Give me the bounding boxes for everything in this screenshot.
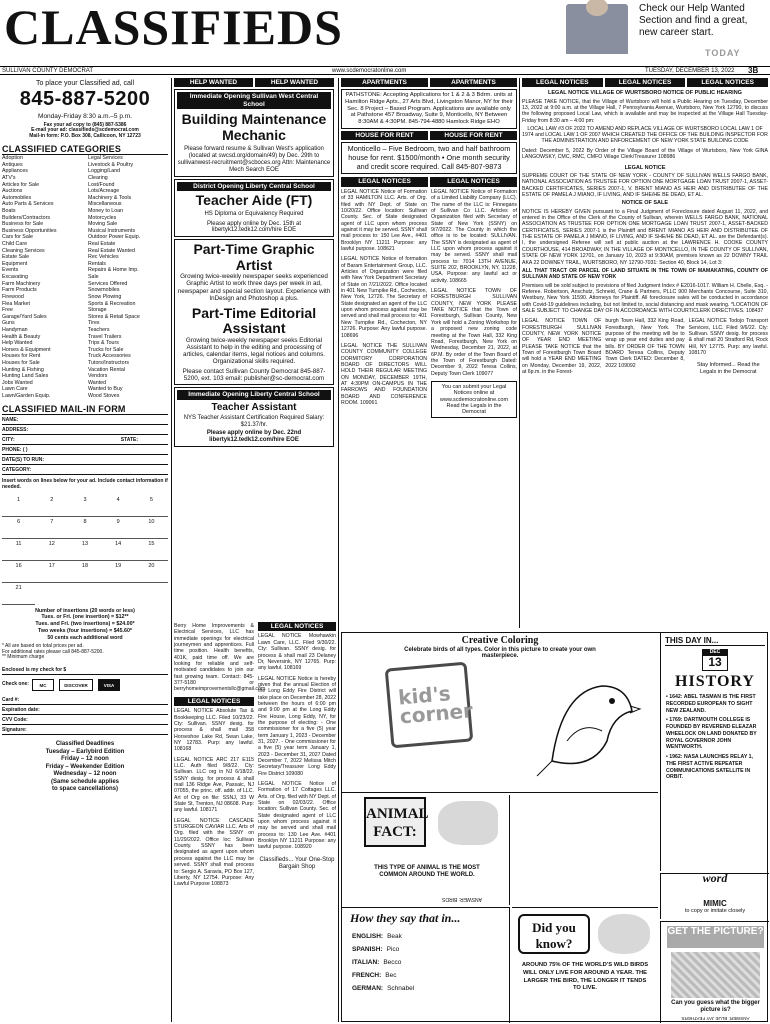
did-you-know-title: Did you know? <box>518 914 590 954</box>
today-label: TODAY <box>705 48 741 58</box>
category-item: Cars for Sale <box>2 234 33 241</box>
category-item: Snow Plowing <box>88 293 122 300</box>
coloring-subtitle: Celebrate birds of all types. Color in this picture to create your own masterpiece. <box>404 646 596 660</box>
ad-apply: Please apply online by Dec. 15th at libertyk12.tedk12.com/hire EOE <box>206 220 302 234</box>
legal-signature: Dated: December 5, 2022 By Order of the Village Board of the Village of Wurtsboro, New York GINA LANGOWSKY, CMC, RMC, CMFO Village Clerk/Treasurer 108986 <box>522 148 768 161</box>
legal-notice: LEGAL NOTICE TOWN OF FORESTBURGH SULLIVAN COUNTY, NEW YORK NOTICE OF YEAR END MEETING PLEASE TAKE NOTICE that the Town of Forestburgh Town Board will hold a YEAR END MEETING on Monday, December 19, 2022, at 6p.m. in the Forest- <box>522 318 602 375</box>
deadline-line: Tuesday – Earlybird Edition <box>45 748 125 755</box>
language-row <box>352 956 499 969</box>
category-item: Lawn/Garden Equip. <box>2 393 51 400</box>
legal-notice: LEGAL NOTICE THE SULLIVAN COUNTY COMMUNITY COLLEGE DORMITORY CORPORATION BOARD OF DIRECTORS WILL HOLD THEIR REGULAR MEETING ON MONDAY, DECEMBER 19TH, AT 4:30PM ON-CAMPUS IN THE FARROWS AND FOUNDATION BOARD AND CONFERENCE ROOM. 109061 <box>341 342 427 406</box>
legal-notice: SUPREME COURT OF THE STATE OF NEW YORK - COUNTY OF SULLIVAN WELLS FARGO BANK, NATIONAL ASSOCIATION AS TRUSTEE FOR OPTION ONE MORTGAGE LOAN TRUST 2007-1, ASSET-BACKED CERTIFICATES, SERIES 2007-1, V. BRENT MIANO AS HEIR AND DISTRIBUTEE OF THE ESTATE OF PAMELA J MIANO, IF LIVING, AND IF SHE/HE BE DEAD, ET AL. <box>522 173 768 199</box>
language-word: Bec <box>385 971 397 979</box>
form-city-field[interactable]: CITY: <box>2 437 15 443</box>
page-number: 3B <box>748 66 759 75</box>
coloring-section <box>342 633 658 793</box>
word-line[interactable]: 16 <box>2 561 35 583</box>
language-name: ENGLISH: <box>352 932 384 940</box>
expiration-field[interactable]: Expiration date: <box>2 705 168 715</box>
category-item: Houses for Rent <box>2 353 41 360</box>
newspaper-name: SULLIVAN COUNTY DEMOCRAT <box>2 68 94 74</box>
category-item: Travel Trailers <box>88 333 122 340</box>
category-item: Storage <box>88 307 107 314</box>
category-item: Automobiles <box>2 194 32 201</box>
feather-picture <box>671 952 760 998</box>
category-item: Equipment <box>2 260 28 267</box>
legal-title: NOTICE OF SALE <box>621 200 669 207</box>
category-item: Rec Vehicles <box>88 254 119 261</box>
category-item: Houses for Sale <box>2 360 40 366</box>
category-item: Farm Products <box>2 287 37 294</box>
category-item: Farm Machinery <box>2 280 41 287</box>
category-item: Real Estate Wanted <box>88 247 135 254</box>
footnote-1: * All are based on total prices per ad. <box>2 642 84 649</box>
legal-notice: LEGAL NOTICE TOWN OF FORESTBURGH SULLIVAN COUNTY, NEW YORK PLEASE TAKE NOTICE that the Town of Forestburgh, Sullivan County, New York will hold a Zoning Workshop for a proposed new zoning code meeting at the Town Hall, 332 King Road, Forestburgh, New York on Wednesday, December 21, 2022, at 6P.M. By order of the Town Board of the Town of Forestburgh Dated: December 9, 2022 Teresa Collins, Deputy Town Clerk 109077 <box>431 288 517 377</box>
section-header: LEGAL NOTICES <box>258 622 336 631</box>
category-item: Auctions <box>2 188 23 195</box>
did-you-know-text: AROUND 75% OF THE WORLD'S WILD BIRDS WILL ONLY LIVE FOR AROUND A YEAR. THE LARGER THE BIRD, THE LONGER IT TENDS TO LIVE. <box>521 962 649 992</box>
category-item: Business for Sale <box>2 221 44 228</box>
issue-date: TUESDAY, DECEMBER 13, 2022 <box>645 68 735 74</box>
word-line[interactable]: 12 <box>35 539 68 561</box>
language-name: ITALIAN: <box>352 958 380 966</box>
column-help-wanted <box>174 78 334 618</box>
legal-title: LEGAL NOTICE VILLAGE OF WURTSBORO NOTICE OF PUBLIC HEARING <box>548 90 742 97</box>
calendar-icon <box>702 649 728 671</box>
form-state-field[interactable]: STATE: <box>120 437 138 443</box>
word-line[interactable]: 20 <box>135 561 168 583</box>
deadline-line: to space cancellations) <box>51 786 119 793</box>
legals-header <box>341 177 517 186</box>
call-intro: To place your Classified ad, call <box>35 80 135 87</box>
word-line[interactable]: 6 <box>2 517 35 539</box>
category-item: Handyman <box>2 326 28 333</box>
section-header: LEGAL NOTICES <box>687 78 768 87</box>
deadline-line: Friday – Weekender Edition <box>45 763 125 770</box>
website-link[interactable]: www.scdemocratonline.com <box>332 68 407 74</box>
legal-notice: LEGAL NOTICE Notice of Formation of a Limited Liability Company (LLC). The name of the LLC is: Finnegans of Sullivan Co LLC. Articles of Organization filed with Secretary of State of New York (SSNY) on 9/7/2022. The County in which the office is to be located: SULLIVAN. The SSNY is designated as agent of LLC upon whom process against it may be served. SSNY shall mail process to: 7014 13TH AVENUE, SUITE 202, BROOKLYN, NY, 11228, USA. Purpose: any lawful act or activity. 108665 <box>431 188 517 284</box>
form-city-state-row[interactable] <box>2 435 168 445</box>
kids-corner-label: kid's corner <box>397 681 474 729</box>
category-item: Garage/Yard Sales <box>2 313 47 320</box>
ad-title: Part-Time Graphic Artist <box>193 241 315 273</box>
category-item: Wanted <box>88 379 107 386</box>
ad-berry-home[interactable]: Berry Home Improvements & Electrical Services, LLC has immediate openings for electrical journeymen and apprentices. Full time position. Health benefits, 401K, paid time off. We are looking for reliable and self-motivated candidates to join our fast growing team. Contact: 845-377-5180 or berryhomeimprovementsllc@gmail.com. <box>174 623 267 693</box>
ad-graphic-artist[interactable] <box>174 239 334 385</box>
ad-maintenance-mechanic[interactable] <box>174 89 334 176</box>
ad-title: Building Maintenance Mechanic <box>181 111 327 143</box>
language-name: GERMAN: <box>352 984 384 992</box>
category-item: Money to Loan <box>88 207 124 214</box>
category-item: Events <box>2 267 19 274</box>
legals-header <box>522 78 768 87</box>
category-item: Sale <box>88 274 99 281</box>
language-row <box>352 930 499 943</box>
category-item: Auto Parts & Services <box>2 201 54 208</box>
word-line[interactable]: 4 <box>102 495 135 517</box>
category-item: Wood Stoves <box>88 393 120 400</box>
category-item: Health & Beauty <box>2 333 41 340</box>
category-item: Repairs & Home Imp. <box>88 267 139 274</box>
get-picture-answer: ANSWER: BLUE JAY FEATHERS <box>681 1016 750 1022</box>
ad-pathstone[interactable]: PATHSTONE: Accepting Applications for 1 & 2 & 3 Bdrm. units at Hamilton Ridge Apts., 27 Arts Blvd, Livingston Manor, NY for their Sec. 8 Project – Based Program. Applications are available only at Pathstone 457 Broadway, Suite 9, Monticello, NY Between 8:30AM & 4:30PM. 845-794-4880 Hamlock Ridge EHO <box>341 89 517 128</box>
category-item: Estate Sale <box>2 254 30 261</box>
section-header: LEGAL NOTICES <box>430 177 517 186</box>
mail-info: Mail-in form: P.O. Box 308, Callicoon, NY 12723 <box>29 133 141 140</box>
this-day-history <box>660 633 769 871</box>
word-line[interactable]: 2 <box>35 495 68 517</box>
footnotes <box>2 644 168 661</box>
section-header: LEGAL NOTICES <box>174 697 254 706</box>
language-row <box>352 943 499 956</box>
discover-icon[interactable]: DISCOVER <box>59 679 93 691</box>
category-item: Lost/Found <box>88 181 115 188</box>
word-line[interactable]: 17 <box>35 561 68 583</box>
ad-teacher-aide[interactable] <box>174 179 334 238</box>
word-line[interactable]: 10 <box>135 517 168 539</box>
category-item: Services Offered <box>88 280 128 287</box>
section-header: APARTMENTS <box>341 78 428 87</box>
language-name: FRENCH: <box>352 971 382 979</box>
online-legals-promo[interactable]: You can submit your Legal Notices online at www.scdemocratonline.com Read the Legals in the Democrat <box>431 381 517 419</box>
ad-teacher-assistant[interactable] <box>174 387 334 447</box>
category-item: Legal Services <box>88 155 123 162</box>
apartments-header <box>341 78 517 87</box>
pricing-two: Tues. and Fri. (two insertions) = $24.00* <box>35 621 135 628</box>
word-line[interactable]: 7 <box>35 517 68 539</box>
bargain-shop: Classifieds... Your One-Stop Bargain Shop <box>259 856 335 870</box>
category-item: Vacation Rental <box>88 366 126 373</box>
did-you-know <box>512 907 658 1023</box>
legal-notice: LEGAL NOTICE Absolute Tax & Bookkeeping LLC. Filed 10/23/22. Cty: Sullivan. SSNY desig. for process & shall mail 358 Horseshoe Lake Rd, Swan Lake, NY 12783. Purp: any lawful. 108168 <box>174 708 254 753</box>
animal-fact-answer: ANSWER: BIRDS <box>442 895 483 902</box>
category-item: Boats <box>2 207 16 214</box>
category-item: Machinery & Tools <box>88 194 132 201</box>
category-item: Snowmobiles <box>88 287 120 294</box>
column-help-legals <box>174 622 267 1022</box>
section-header: LEGAL NOTICES <box>522 78 603 87</box>
language-name: SPANISH: <box>352 945 383 953</box>
how-they-say-title: How they say that in... <box>350 911 461 925</box>
legal-notice: LEGAL NOTICE ARC 217 E115 LLC. Auth filed 9/8/22. Cty: Sullivan. LLC org in NJ 6/18/22. SSNY desig. for process & shall mail 136 Ridge Ave, Passaic, NJ 07055, the princ. off. addr. of LLC. Art of Org on file: SSNJ, 33 W State St, Trenton, NJ 08608. Purp: any lawful. 108171 <box>174 756 254 814</box>
category-item: Lots/Acreage <box>88 188 120 195</box>
category-item: ATV's <box>2 174 16 181</box>
legal-notice: Premises will be sold subject to provisions of filed Judgment Index # E2016-1017. William H. Chelle, Esq. - Referee. Robertson, Anschutz, Schneid, Crane & Partners, PLLC 900 Merchants Concourse, Suite 310, Westbury, New York 11590. Attorneys for Plaintiff. All foreclosure sales will be conducted in accordance with Covid-19 guidelines including, but not limited to, social distancing and mask wearing. *LOCATION OF SALE SUBJECT TO CHANGE DAY OF IN ACCORDANCE WITH COURT/CLERK DIRECTIVES. 108437 <box>522 282 768 314</box>
column-rentals <box>341 78 517 628</box>
word-line[interactable]: 3 <box>68 495 101 517</box>
legal-notice: LEGAL NOTICE Notice of Formation of 17 Cottages LLC. Arts. of Org. filed with NY Dept. of State on 02/03/22. Office location: Sullivan County. Sec. of State designated agent of LLC upon whom process against it may be served and shall mail process to: 130 Lee Ave. #401 Brooklyn NY 11211 Purpose: any lawful purpose. 108920 <box>258 781 336 851</box>
pricing <box>2 608 168 642</box>
mimic-definition-text: to copy or imitate closely <box>684 908 746 915</box>
word-line[interactable]: 18 <box>68 561 101 583</box>
word-line[interactable]: 13 <box>68 539 101 561</box>
language-row <box>352 982 499 995</box>
category-item: Musical Instruments <box>88 227 136 234</box>
get-picture-question: Can you guess what the bigger picture is? <box>671 1000 760 1013</box>
signature-field[interactable]: Signature: <box>2 725 168 735</box>
mail-in-form-title: CLASSIFIED MAIL-IN FORM <box>2 404 168 415</box>
column-legal-notices <box>522 78 768 628</box>
legal-notice: LEGAL NOTICE Mowhawkin Lawn Care, LLC. Filed 9/30/22. Cty: Sullivan. SSNY desig. for process & shall mail 23 Delaney Dr, Neversink, NY 12765. Purp: any lawful. 108169 <box>258 633 336 672</box>
ad-body: HS Diploma or Equivalency Required <box>204 210 304 217</box>
category-item: Hunting Land Sales <box>2 373 49 380</box>
category-item: Jobs Wanted <box>2 379 33 386</box>
pricing-title: Number of insertions (20 words or less) <box>35 607 135 614</box>
legal-notice: LEGAL NOTICE Notice is hereby given that the annual Election of the Long Eddy Fire District will take place on December 28, 2022 between the hours of 6:00 pm and 9:00 pm at the Long Eddy Fire House, Long Eddy, NY, for the purpose of electing: - One commissioner for a five (5) year term January 1, 2023 - December 31, 2027. - One commissioner for a five (5) year term January 1, 2023 - December 31, 2027 Dated December 7, 2022 Melissa Mitch Secretary/Treasurer Long Eddy Fire District 109080 <box>258 675 336 777</box>
category-item: Logging/Land <box>88 168 121 175</box>
animal-fact <box>342 795 510 905</box>
ad-apply: Please apply online by Dec. 22nd libertyk12.tedk12.com/hire EOE <box>206 430 302 444</box>
legal-parcel: ALL THAT TRACT OR PARCEL OF LAND SITUATE IN THE TOWN OF MAMAKATING, COUNTY OF SULLIVAN AND STATE OF NEW YORK <box>522 267 768 281</box>
category-item: Moving Sale <box>88 221 118 228</box>
language-word: Beak <box>387 932 402 940</box>
category-item: Sports & Recreation <box>88 300 136 307</box>
category-item: Truck Accessories <box>88 353 131 360</box>
tagline: Check our Help Wanted Section and find a great, new career start. <box>639 3 748 38</box>
category-item: Tutors/Instructors <box>88 360 130 366</box>
category-item: Flea Market <box>2 300 30 307</box>
category-item: Excavating <box>2 274 28 281</box>
language-row <box>352 969 499 982</box>
ad-banner: Immediate Opening Sullivan West Central School <box>177 92 331 109</box>
phone-number[interactable]: 845-887-5200 <box>19 88 151 111</box>
category-item: Help Wanted <box>2 340 33 347</box>
history-items <box>661 694 769 781</box>
ad-body: Growing twice-weekly newspaper seeks Editorial Assistant to help in the editing and processing of articles, calendar items, legal notices and columns. Organizational skills required. <box>182 336 326 366</box>
history-item: • 1769: DARTMOUTH COLLEGE IS FOUNDED BY REVEREND ELEAZAR WHEELOCK ON LAND DONATED BY ROYAL GOVERNOR JOHN WENTWORTH. <box>666 717 757 751</box>
bird-icon <box>598 914 650 954</box>
section-header: APARTMENTS <box>430 78 517 87</box>
category-item: Lawn Care <box>2 386 28 393</box>
check-one-label: Check one: <box>2 681 29 688</box>
category-item: Horses & Equipment <box>2 346 51 353</box>
language-word: Pico <box>386 945 400 953</box>
categories-title: CLASSIFIED CATEGORIES <box>2 144 168 155</box>
form-category-field[interactable]: CATEGORY: <box>2 465 168 475</box>
legal-title: LEGAL NOTICE <box>624 164 666 171</box>
category-item: Real Estate <box>88 241 116 248</box>
deadline-line: (Same schedule applies <box>50 778 120 785</box>
word-line[interactable]: 1 <box>2 495 35 517</box>
language-word: Schnabel <box>387 984 415 992</box>
category-item: Outdoor Power Equip. <box>88 234 141 241</box>
mastercard-icon[interactable]: MC <box>32 679 54 691</box>
ad-contact: Please contact Sullivan County Democrat 845-887-5200, ext. 103 email: publisher@sc-democrat.com <box>182 367 326 382</box>
word-lines[interactable] <box>2 495 168 605</box>
footnote-2: For additional rates please call 845-887-5200. <box>2 648 104 655</box>
legal-notice: LEGAL NOTICE CASCADE STURGEON CAVIAR LLC. Arts of Org. filed with the SSNY on 11/29/2022. Office loc: Sullivan County. SSNY has been designated as agent upon whom process against the LLC may be served. SSNY shall mail process to: Sergio A. Saravia, PO Box 127, Liberty, NY 12754. Purpose: Any Lawful Purpose 108873 <box>174 817 254 888</box>
legal-notice: LEGAL NOTICE Notice of formation of Baram Entertainment Group, LLC. Articles of Organization were filed with New York Department Secretary of State on 7/21/2022. Office located in 401 New Turnpike Rd., Cochecton, New York, 12726. The Secretary of State designated an agent of the LLC upon whom process against may be served and shall mail process to: 401 New Turnpike Rd., Cochecton, NY 12726. Purpose: Any lawful purpose. 108696 <box>341 256 427 339</box>
category-item: Teachers <box>88 326 110 333</box>
legal-notice: PLEASE TAKE NOTICE, that the Village of Wurtsboro will hold a Public Hearing on Tuesday, December 13, 2022 at 9:00 a.m. at the Village Hall, 7 Pennsylvania Avenue, Wurtsboro, New York 12790, to discuss the following proposed Local Law, which is available and may be inspected at the Village Hall Tuesday-Friday from 8:30 am – 4:00 pm: <box>522 98 768 124</box>
ad-title: Teacher Aide (FT) <box>195 192 313 209</box>
section-header: HOUSE FOR RENT <box>430 131 517 140</box>
page-title: CLASSIFIEDS <box>4 0 343 55</box>
office-hours: Monday-Friday 8:30 a.m.–5 p.m. <box>38 113 132 121</box>
ad-body: Please forward resume & Sullivan West's application (located at swcsd.org/domain/49) by Dec. 29th to sullivanwest-recruitment@scboces.org Attn: Maintenance Mech Search EOE <box>177 146 331 173</box>
category-item: Stores & Retail Space <box>88 313 140 320</box>
deadline-line: Friday – 12 noon <box>61 756 109 763</box>
word-line[interactable]: 19 <box>102 561 135 583</box>
categories-list <box>2 155 168 400</box>
category-item: Adoption <box>2 155 23 162</box>
form-dates-field[interactable]: DATE(S) TO RUN: <box>2 455 168 465</box>
section-header: HELP WANTED <box>255 78 334 87</box>
section-header: LEGAL NOTICES <box>341 177 428 186</box>
category-item: Rentals <box>88 260 106 267</box>
history-item: • 1642: ABEL TASMAN IS THE FIRST RECORDED EUROPEAN TO SIGHT NEW ZEALAND. <box>666 694 756 714</box>
pricing-one: Tues. or Fri. (one insertion) = $12** <box>41 614 129 621</box>
history-title: THIS DAY IN... <box>665 636 765 646</box>
bird-icon <box>438 801 498 845</box>
ad-body: Growing twice-weekly newspaper seeks experienced Graphic Artist to work three days per week in ad, newspaper and special section layout. Experience with InDesign and Photoshop a plus. <box>177 273 331 302</box>
legal-notice: LEGAL NOTICE Notice of Formation of 33 HAMILTON LLC. Arts. of Org. filed with NY Dept. of State on 10/20/22. Office location: Sullivan County. Sec. of State designated agent of LLC upon whom process against it may be served. SSNY shall mail process to: 150 Lee Ave., #401 Brooklyn NY 11211 Purpose: any lawful purpose. 108621 <box>341 188 427 253</box>
ad-title: Teacher Assistant <box>211 401 297 413</box>
ad-banner: Immediate Opening Liberty Central School <box>177 390 331 399</box>
legal-notice: LEGAL NOTICE Todojo Transport Services, LLC. Filed 9/6/22. Cty: Sullivan. SSNY desig. for process & shall mail 20 Stratford Rd, Rock Hill, NY 12775. Purp: any lawful. 108170 <box>688 318 768 356</box>
deadline-line: Wednesday – 12 noon <box>53 771 117 778</box>
category-item: Firewood <box>2 293 24 300</box>
get-picture-title: GET THE PICTURE? <box>667 926 764 948</box>
category-item: Builders/Contractors <box>2 214 50 221</box>
category-item: Hunting & Fishing <box>2 366 44 373</box>
form-name-field[interactable]: NAME: <box>2 415 168 425</box>
mimic-title: MIMIC <box>703 899 727 908</box>
category-item: Clearing <box>88 174 108 181</box>
fax-info: Fax your ad copy to (845) 887-5386 <box>43 121 127 128</box>
person-photo <box>566 4 628 54</box>
history-item: • 1962: NASA LAUNCHES RELAY 1, THE FIRST ACTIVE REPEATER COMMUNICATIONS SATELLITE IN ORBIT. <box>666 754 753 781</box>
category-item: Trips & Tours <box>88 340 119 347</box>
section-header: HOUSE FOR RENT <box>341 131 428 140</box>
section-header: HELP WANTED <box>174 78 253 87</box>
card-number-field[interactable]: Card #: <box>2 695 168 705</box>
category-item: Child Care <box>2 241 28 248</box>
calendar-month: DEC <box>703 650 727 656</box>
pricing-word: 50 cents each additional word <box>47 635 123 641</box>
column-order-form <box>2 78 168 1022</box>
legal-local-law: LOCAL LAW #3 OF 2022 TO AMEND AND REPLACE VILLAGE OF WURTSBORO LOCAL LAW 1 OF 1974 and LOCAL LAW 1 OF 2007 WHICH CREATED THE OFFICE OF THE BUILDING INSPECTOR FOR THE ADMINISTRATION AND ENFORCEMENT OF NEW YORK STATE BUILDING CODE <box>522 126 768 145</box>
form-instructions: Insert words on lines below for your ad. Include contact information if needed. <box>2 478 168 490</box>
category-item: Vendors <box>88 373 108 380</box>
section-header: LEGAL NOTICES <box>605 78 686 87</box>
category-item: Articles for Sale <box>2 181 40 188</box>
how-they-say-list <box>342 930 509 995</box>
new-word-label: word <box>702 871 728 885</box>
check-amount-field[interactable]: Enclosed is my check for $ <box>2 665 168 675</box>
category-item: Livestock & Poultry <box>88 161 134 168</box>
bird-coloring-icon <box>532 661 642 781</box>
word-line[interactable]: 5 <box>135 495 168 517</box>
category-item: Trucks for Sale <box>88 346 124 353</box>
help-wanted-header <box>174 78 334 87</box>
category-item: Free <box>2 307 13 314</box>
animal-fact-text: THIS TYPE OF ANIMAL IS THE MOST COMMON AROUND THE WORLD. <box>374 865 480 878</box>
deadlines <box>2 741 168 794</box>
category-item: Wanted to Buy <box>88 386 123 393</box>
language-word: Becco <box>383 958 402 966</box>
word-line[interactable]: 8 <box>68 517 101 539</box>
column-middle-legals <box>258 622 336 1022</box>
stay-informed-promo: Stay Informed... Read the Legals in the Democrat <box>696 362 760 375</box>
ad-title: Part-Time Editorial Assistant <box>191 305 317 337</box>
history-word: HISTORY <box>675 672 755 690</box>
ad-banner: District Opening Liberty Central School <box>177 182 331 191</box>
category-item: Tires <box>88 320 100 327</box>
pricing-four: Two weeks (four insertions) = $45.60* <box>38 628 132 635</box>
category-item: Guns <box>2 320 15 327</box>
ad-body: NYS Teacher Assistant Certification Required Salary: $21.37/hr. <box>183 414 325 428</box>
calendar-day: 13 <box>708 654 722 669</box>
kids-corner <box>341 632 768 1022</box>
how-they-say <box>342 907 510 1023</box>
email-info[interactable]: E-mail your ad: classifieds@scdemocrat.com <box>31 127 139 134</box>
form-address-field[interactable]: ADDRESS: <box>2 425 168 435</box>
kids-corner-badge <box>385 662 474 749</box>
animal-fact-title: ANIMAL FACT: <box>364 797 426 847</box>
category-item: Cleaning Services <box>2 247 45 254</box>
mimic-definition <box>660 899 769 919</box>
get-the-picture <box>660 921 769 1023</box>
cvv-field[interactable]: CVV Code: <box>2 715 168 725</box>
word-line[interactable]: 15 <box>135 539 168 561</box>
category-item: Appliances <box>2 168 28 175</box>
word-line[interactable]: 21 <box>2 583 35 605</box>
word-line[interactable]: 14 <box>102 539 135 561</box>
card-choice <box>2 679 168 691</box>
footnote-3: ** Minimum charge <box>2 654 45 661</box>
coloring-title: Creative Coloring <box>461 635 539 646</box>
word-line[interactable]: 11 <box>2 539 35 561</box>
word-line[interactable]: 9 <box>102 517 135 539</box>
category-item: Antiques <box>2 161 23 168</box>
ad-house-rent[interactable]: Monticello – Five Bedroom, two and half bathroom house for rent. $1500/month • One month security and credit score required. Call 845-807-9873 <box>341 142 517 174</box>
category-item: Motorcycles <box>88 214 117 221</box>
visa-icon[interactable]: VISA <box>98 679 120 691</box>
house-rent-header <box>341 131 517 140</box>
form-phone-field[interactable]: PHONE: ( ) <box>2 445 168 455</box>
category-item: Miscellaneous <box>88 201 122 208</box>
page-bar <box>0 66 770 75</box>
deadlines-title: Classified Deadlines <box>55 741 115 748</box>
category-item: Business Opportunities <box>2 227 57 234</box>
legal-notice: NOTICE IS HEREBY GIVEN pursuant to a Final Judgment of Foreclosure dated August 11, 2022, and entered in the Office of the Clerk of the County of Sullivan, wherein WELLS FARGO BANK, NATIONAL ASSOCIATION AS TRUSTEE FOR OPTION ONE MORTGAGE LOAN TRUST 2007-1, ASSET-BACKED CERTIFICATES, SERIES 2007-1 is the Plaintiff and BRENT MIANO AS HEIR AND DISTRIBUTEE OF THE ESTATE OF PAMELA J MIANO, IF LIVING, AND IF SHE/HE BE DEAD, ET AL. are the Defendant(s). I, the undersigned Referee will sell at public auction at the LAWRENCE H. COOKE COUNTY COURTHOUSE, 414 BROADWAY, IN THE VILLAGE OF MONTICELLO, IN THE COUNTY OF SULLIVAN, STATE OF NEW YORK 12701, on January 10, 2023 at 9:30AM, premises known as 22 DOWNY TRAIL AKA 22 DOWNEY TRAIL, WURTSBORO, NY 12790-7031: Section 40, Block 14, Lot 3: <box>522 208 768 266</box>
legal-notice: burgh Town Hall, 332 King Road, Forestburgh, New York. The purpose of the meeting will be to wrap up year end duties and pay bills. BY ORDER OF THE TOWN BOARD Teresa Collins, Deputy Town Clerk DATED: December 8, 2022 109092 <box>605 318 685 369</box>
masthead <box>0 0 770 64</box>
